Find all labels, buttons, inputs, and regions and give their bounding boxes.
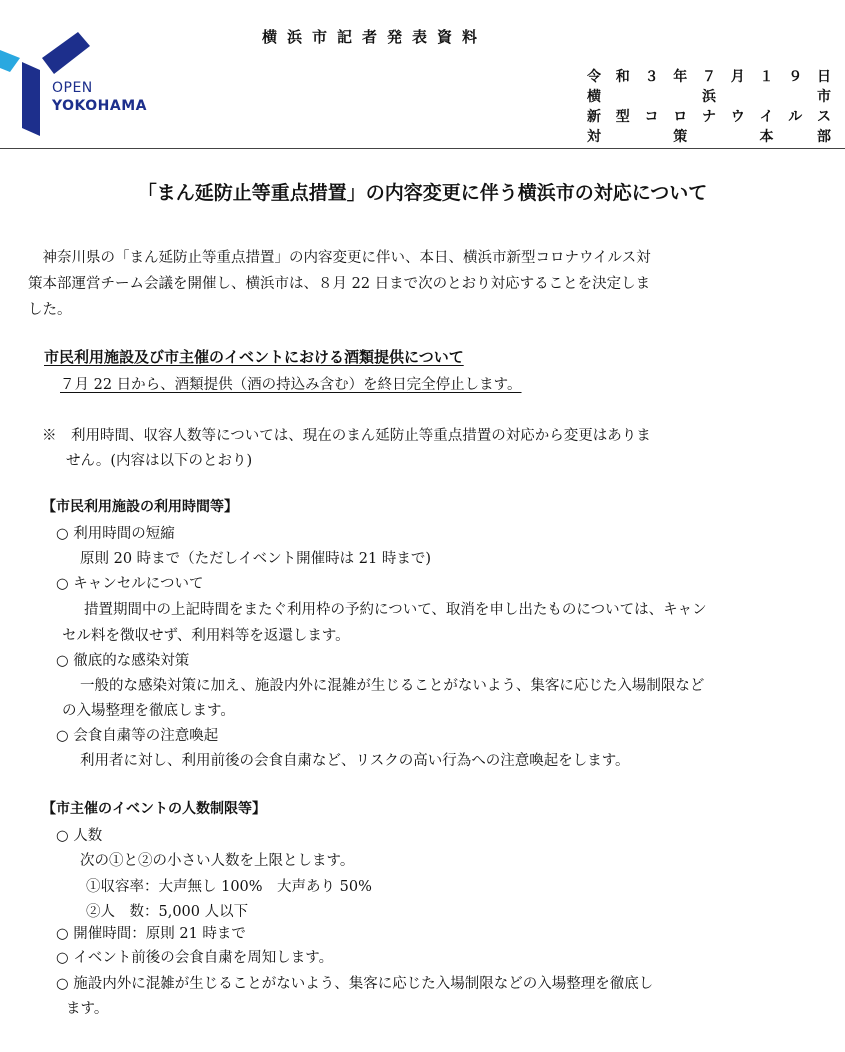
intro-line-1: 神奈川県の「まん延防止等重点措置」の内容変更に伴い、本日、横浜市新型コロナウイルス対 [28, 250, 651, 266]
facility-section-heading: 【市民利用施設の利用時間等】 [42, 499, 238, 515]
facility-item-text: 一般的な感染対策に加え、施設内外に混雑が生じることがないよう、集客に応じた入場制限など [80, 678, 705, 694]
event-line: ①収容率：大声無し 100% 大声あり 50% [86, 879, 372, 895]
issuer-dept-line2: 対 策 本 部 [587, 129, 831, 145]
facility-item-title: ○ 徹底的な感染対策 [56, 653, 190, 669]
facility-item-text: 措置期間中の上記時間をまたぐ利用枠の予約について、取消を申し出たものについては、キャン [84, 602, 707, 618]
event-section-heading: 【市主催のイベントの人数制限等】 [42, 801, 266, 817]
issuer-date: 令 和 ３ 年 ７ 月 １ ９ 日 [587, 69, 831, 85]
event-line: ○ 人数 [56, 828, 103, 844]
event-line: 次の①と②の小さい人数を上限とします。 [80, 853, 355, 869]
facility-item-title: ○ キャンセルについて [56, 576, 204, 592]
issuer-city: 横 浜 市 [587, 89, 831, 105]
facility-item-title: ○ 利用時間の短縮 [56, 526, 175, 542]
header-divider [0, 148, 845, 149]
facility-item-text: 原則 20 時まで（ただしイベント開催時は 21 時まで) [80, 551, 431, 567]
note-line-2: せん。(内容は以下のとおり) [66, 453, 253, 469]
document-headline: 「まん延防止等重点措置」の内容変更に伴う横浜市の対応について [137, 182, 708, 204]
event-line: ②人 数：5,000 人以下 [86, 904, 249, 920]
note-line-1: ※ 利用時間、収容人数等については、現在のまん延防止等重点措置の対応から変更はありま [42, 428, 651, 444]
press-release-title: 横浜市記者発表資料 [262, 28, 488, 46]
logo-text-open: OPEN [52, 80, 93, 96]
facility-item-text: 利用者に対し、利用前後の会食自粛など、リスクの高い行為への注意喚起をします。 [80, 753, 630, 769]
event-line: ○ 施設内外に混雑が生じることがないよう、集客に応じた入場制限などの入場整理を徹底し [56, 976, 654, 992]
intro-line-3: した。 [28, 302, 72, 318]
event-line: ます。 [66, 1001, 109, 1017]
alcohol-section-heading: 市民利用施設及び市主催のイベントにおける酒類提供について [44, 348, 464, 366]
alcohol-section-body: ７月 22 日から、酒類提供（酒の持込み含む）を終日完全停止します。 [60, 377, 522, 393]
intro-line-2: 策本部運営チーム会議を開催し、横浜市は、８月 22 日まで次のとおり対応することを決定しま [28, 276, 651, 292]
event-line: ○ 開催時間：原則 21 時まで [56, 926, 246, 942]
logo-text-yokohama: YOKOHAMA [52, 98, 147, 114]
event-line: ○ イベント前後の会食自粛を周知します。 [56, 950, 334, 966]
facility-item-text: セル料を徴収せず、利用料等を返還します。 [62, 628, 350, 644]
facility-item-title: ○ 会食自粛等の注意喚起 [56, 728, 219, 744]
issuer-dept-line1: 新 型 コ ロ ナ ウ イ ル ス [587, 109, 831, 125]
facility-item-text: の入場整理を徹底します。 [62, 703, 235, 719]
